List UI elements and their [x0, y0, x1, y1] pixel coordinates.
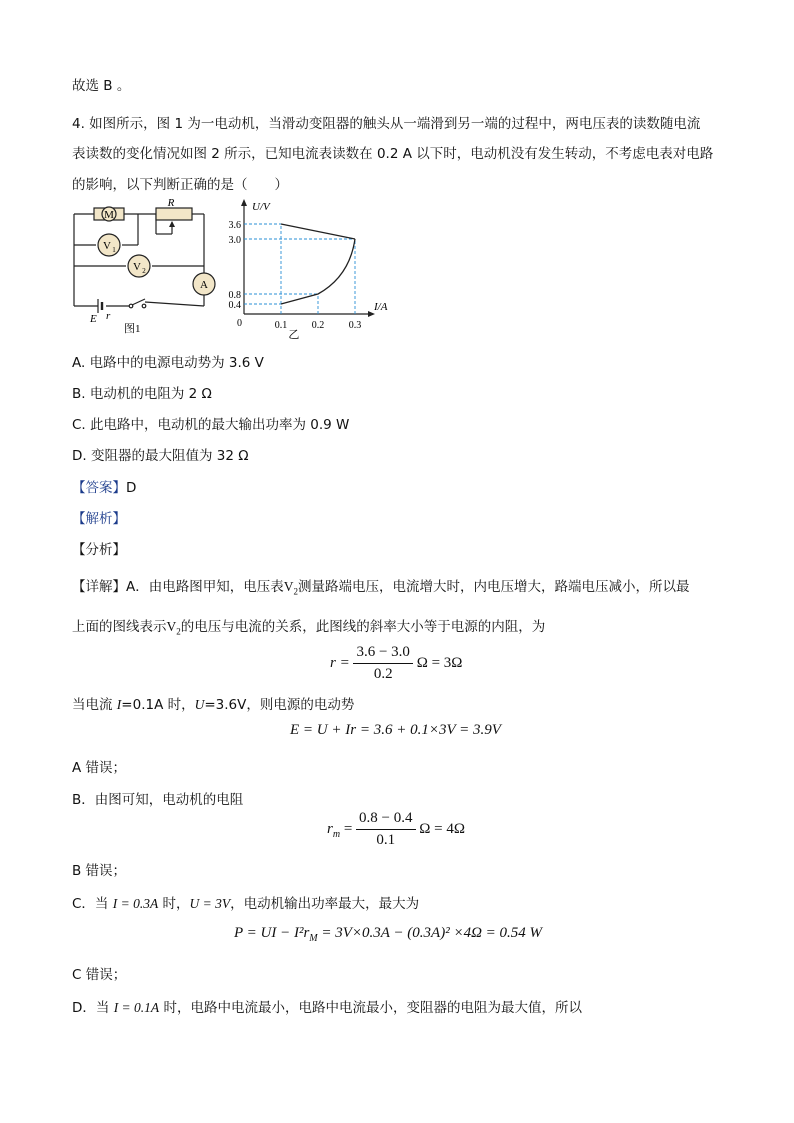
- b-text: B．由图可知，电动机的电阻: [72, 792, 244, 808]
- option-b: B. 电动机的电阻为 2 Ω: [72, 386, 212, 402]
- svg-text:图1: 图1: [124, 323, 141, 335]
- prev-conclusion: 故选 B 。: [72, 78, 131, 94]
- ui-graph: [222, 196, 400, 340]
- graph-caption: 乙: [288, 329, 300, 340]
- y-axis-label: U/V: [252, 201, 270, 213]
- question-line-1: 4. 如图所示，图 1 为一电动机，当滑动变阻器的触头从一端滑到另一端的过程中，两电压表的读数随电流: [72, 116, 701, 132]
- series-v2-line: [281, 224, 355, 239]
- question-line-2: 表读数的变化情况如图 2 所示，已知电流表读数在 0.2 A 以下时，电动机没有发生转动，不考虑电表对电路: [72, 146, 714, 162]
- switch-icon: [129, 299, 146, 308]
- battery-icon: [98, 299, 102, 313]
- detail-line-1: 【详解】A．由电路图甲知，电压表$V_2$测量路端电压，电流增大时，内电压增大，路端电压减小，所以最: [72, 579, 690, 597]
- svg-text:1: 1: [112, 246, 116, 254]
- d-text: D．当 I = 0.1A 时，电路中电流最小，电路中电流最小，变阻器的电阻为最大值，所以: [72, 1000, 582, 1016]
- a-wrong: A 错误；: [72, 760, 127, 776]
- x-tick-label: 0.3: [348, 320, 362, 331]
- svg-text:E: E: [90, 313, 97, 325]
- equation-emf: E = U + Ir = 3.6 + 0.1×3V = 3.9V: [290, 722, 501, 738]
- svg-text:R: R: [167, 197, 175, 209]
- svg-text:r: r: [106, 310, 111, 322]
- x-axis-label: I/A: [374, 301, 388, 313]
- svg-text:V: V: [133, 261, 141, 273]
- svg-text:A: A: [200, 279, 208, 291]
- y-tick-label: 0.8: [228, 290, 241, 301]
- option-c: C. 此电路中，电动机的最大输出功率为 0.9 W: [72, 417, 350, 433]
- circuit-diagram: [68, 196, 218, 336]
- question-line-3: 的影响，以下判断正确的是（ ）: [72, 177, 288, 193]
- c-text: C．当 I = 0.3A 时，U = 3V，电动机输出功率最大，最大为: [72, 896, 420, 912]
- x-tick-label: 0.2: [311, 320, 325, 331]
- c-wrong: C 错误；: [72, 967, 127, 983]
- svg-text:M: M: [104, 209, 114, 221]
- option-d: D. 变阻器的最大阻值为 32 Ω: [72, 448, 249, 464]
- y-axis-arrow-icon: [241, 199, 247, 206]
- y-tick-label: 0.4: [228, 300, 241, 311]
- answer-value: D: [126, 480, 137, 496]
- y-tick-label: 3.6: [228, 220, 241, 231]
- detail-line-2: 上面的图线表示$V_2$的电压与电流的关系，此图线的斜率大小等于电源的内阻，为: [72, 619, 546, 637]
- x-tick-label: 0.1: [274, 320, 288, 331]
- equation-motor-resistance: $r_m$ = $\frac{0.8 - 0.4}{0.1}$ Ω = 4Ω: [327, 810, 466, 848]
- option-a: A. 电路中的电源电动势为 3.6 V: [72, 355, 264, 371]
- origin-label: 0: [237, 318, 242, 329]
- b-wrong: B 错误；: [72, 863, 127, 879]
- fenxi-tag: 【分析】: [72, 542, 126, 558]
- equation-internal-resistance: r = $\frac{3.6 - 3.0}{0.2}$ Ω = 3Ω: [330, 644, 463, 682]
- series-v1-curve: [281, 239, 355, 304]
- detail-line-3: 当电流 I=0.1A 时，U=3.6V，则电源的电动势: [72, 697, 355, 713]
- equation-output-power: P = UI − $I^2r_M = 3V\times 0.3A - (0.3A)^2 \times 4\Omega = 0.54$ W: [234, 925, 543, 944]
- svg-text:2: 2: [142, 267, 146, 275]
- answer-tag: 【答案】: [72, 480, 126, 496]
- analysis-tag: 【解析】: [72, 511, 126, 527]
- y-tick-label: 3.0: [228, 235, 241, 246]
- answer-line: [72, 476, 136, 496]
- svg-text:V: V: [103, 240, 111, 252]
